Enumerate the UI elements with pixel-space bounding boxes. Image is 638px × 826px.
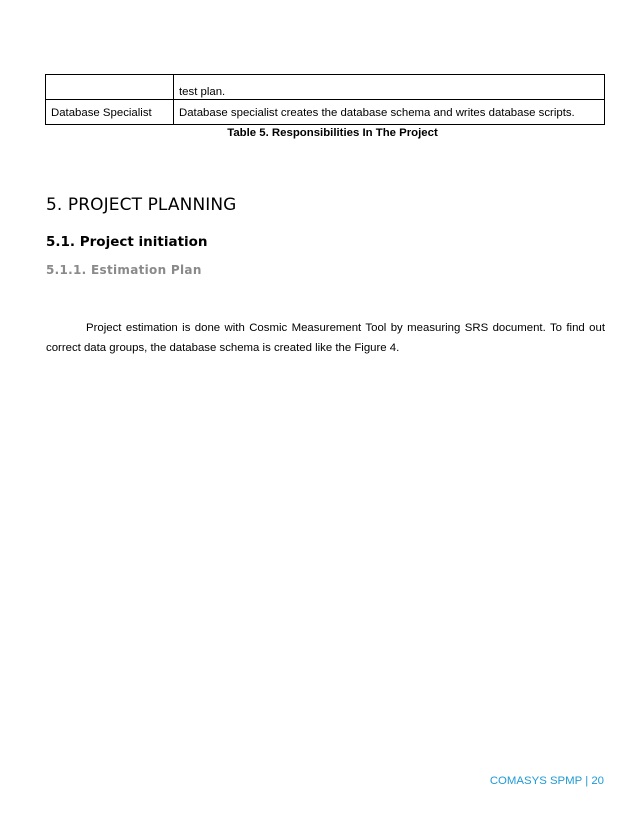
subsubsection-heading: 5.1.1. Estimation Plan (46, 263, 202, 277)
table-row (46, 100, 605, 125)
page-footer: COMASYS SPMP | 20 (489, 775, 604, 787)
responsibilities-table (45, 74, 605, 125)
role-cell (46, 75, 174, 100)
body-paragraph: Project estimation is done with Cosmic Measurement Tool by measuring SRS document. To find out correct data groups, the database schema is created like the Figure 4. (46, 322, 605, 355)
description-cell: Database specialist creates the database schema and writes database scripts. (174, 100, 605, 125)
role-cell: Database Specialist (46, 100, 174, 125)
description-cell: test plan. (174, 75, 605, 100)
table-row (46, 75, 605, 100)
section-heading: 5. PROJECT PLANNING (46, 195, 237, 215)
table-caption: Table 5. Responsibilities In The Project (227, 127, 438, 139)
subsection-heading: 5.1. Project initiation (46, 234, 208, 250)
